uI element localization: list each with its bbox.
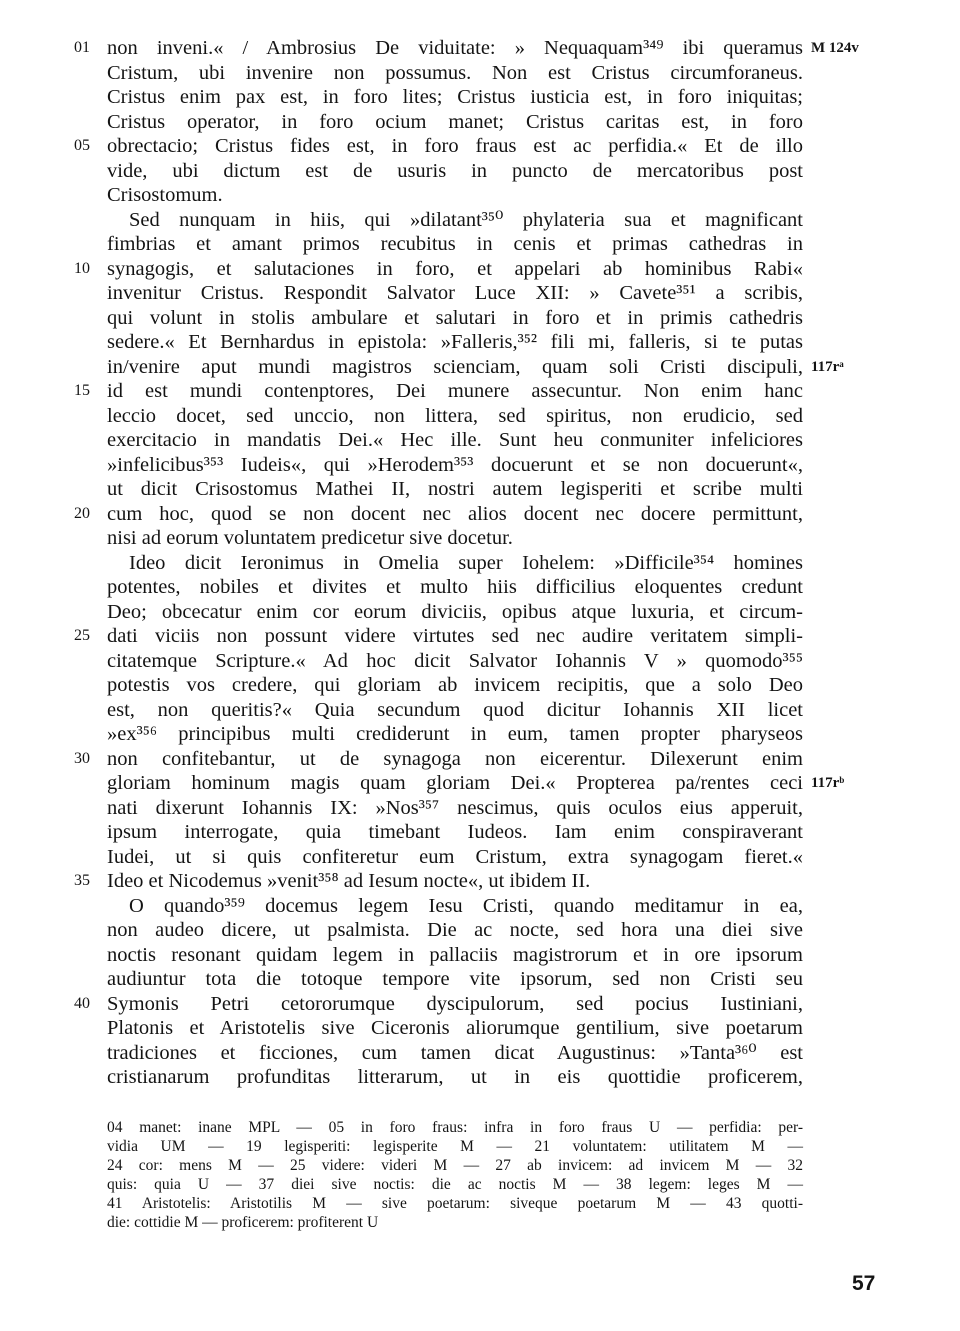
line-number: 15	[74, 382, 90, 399]
line-number: 40	[74, 994, 90, 1012]
text-line	[107, 722, 803, 747]
text-line	[107, 526, 803, 551]
text-line	[107, 281, 803, 306]
folio-marker: 117rᵃ	[811, 358, 844, 375]
text-line	[74, 36, 859, 61]
text-line	[107, 477, 803, 502]
line-text: in/venire aput mundi magistros scienciam, quam soli Cristi discipuli,	[107, 355, 803, 378]
line-text: Cristum, ubi invenire non possumus. Non est Cristus circumforaneus.	[107, 61, 803, 84]
line-text: Platonis et Aristotelis sive Ciceronis aliorumque gentilium, sive poetarum	[107, 1017, 803, 1039]
text-line	[107, 306, 803, 331]
line-text: citatemque Scripture.« Ad hoc dicit Salvator Iohannis V » quomodo³⁵⁵	[107, 649, 803, 672]
text-line	[74, 379, 803, 404]
line-text: Sed nunquam in hiis, qui »dilatant³⁵⁰ phylateria sua et magnificant	[129, 208, 803, 231]
line-text: Cristus enim pax est, in foro lites; Cristus iusticia est, in foro iniquitas;	[107, 86, 803, 108]
text-line	[107, 943, 803, 968]
line-number: 25	[74, 627, 90, 644]
footnote-line: vidia UM — 19 legisperiti: legisperite M — 21 voluntatem: utilitatem M —	[107, 1138, 803, 1155]
line-text: audiuntur tota die totoque tempore vite ipsorum, sed non Cristi seu	[107, 968, 803, 990]
text-line	[107, 600, 803, 625]
line-text: non confitebantur, ut de synagoga non eicerentur. Dilexerunt enim	[107, 747, 803, 770]
line-number: 05	[74, 137, 90, 154]
line-text: Symonis Petri cetororumque dyscipulorum, sed pocius Iustiniani,	[107, 992, 803, 1015]
line-text: Ideo dicit Ieronimus in Omelia super Iohelem: »Difficile³⁵⁴ homines	[129, 551, 803, 574]
footnote-line: 24 cor: mens M — 25 videre: videri M — 27 ab invicem: ad invicem M — 32	[107, 1157, 803, 1174]
line-text: exercitacio in mandatis Dei.« Hec ille. Sunt heu conmuniter infeliciores	[107, 429, 803, 451]
line-text: potestis vos credere, qui gloriam ab invicem recipitis, que a solo Deo	[107, 674, 803, 696]
text-line	[74, 747, 803, 772]
text-line	[107, 1016, 803, 1041]
line-text: Deo; obcecatur enim cor eorum diviciis, opibus atque luxuria, et circum-	[107, 600, 803, 623]
text-line	[107, 1065, 803, 1090]
text-line	[107, 845, 803, 870]
text-line	[107, 673, 803, 698]
line-text: id est mundi contenptores, Dei munere assecuntur. Non enim hanc	[107, 380, 803, 402]
line-text: O quando³⁵⁹ docemus legem Iesu Cristi, quando meditamur in ea,	[129, 894, 803, 917]
line-text: noctis resonant quidam legem in pallaciis magistrorum et in ore ipsorum	[107, 943, 803, 966]
text-line	[107, 110, 803, 135]
text-line	[107, 918, 803, 943]
text-line	[107, 232, 803, 257]
text-line	[74, 624, 803, 649]
line-text: Iudei, ut si quis confiteretur eum Cristum, extra synagogam fieret.«	[107, 845, 803, 868]
folio-marker: 117rᵇ	[811, 775, 845, 791]
folio-marker: M 124v	[811, 40, 859, 56]
text-line	[107, 771, 845, 796]
text-line	[107, 330, 803, 355]
line-text: Crisostomum.	[107, 184, 223, 206]
text-line	[107, 159, 803, 184]
line-text: cum hoc, quod se non docent nec alios docent nec docere permittunt,	[107, 502, 803, 525]
line-number: 20	[74, 504, 90, 522]
text-line	[74, 257, 803, 282]
footnote-line: die: cottidie M — proficerem: profiterent U	[107, 1214, 379, 1231]
line-text: fimbrias et amant primos recubitus in cenis et primas cathedras in	[107, 233, 803, 255]
line-number: 01	[74, 39, 90, 56]
line-text: nisi ad eorum voluntatem predicetur sive docetur.	[107, 527, 513, 549]
text-line	[107, 967, 803, 992]
text-line	[107, 183, 803, 208]
text-line	[107, 404, 803, 429]
line-text: dati viciis non possunt videre virtutes sed nec audire veritatem simpli-	[107, 625, 803, 647]
line-text: leccio docet, sed unccio, non littera, sed spiritus, non erudicio, sed	[107, 404, 803, 427]
text-line	[74, 869, 803, 894]
main-text	[74, 36, 859, 1090]
line-text: qui volunt in stolis ambulare et salutari in foro et in primis cathedris	[107, 306, 803, 329]
footnote-line: 41 Aristotelis: Aristotilis M — sive poetarum: siveque poetarum M — 43 quotti-	[107, 1195, 803, 1212]
line-text: »infelicibus³⁵³ Iudeis«, qui »Herodem³⁵³ docuerunt et se non docuerunt«,	[107, 453, 803, 476]
text-line	[107, 61, 803, 86]
text-line	[107, 796, 803, 821]
text-line	[74, 992, 803, 1017]
line-text: Cristus operator, in foro ocium manet; Cristus caritas est, in foro	[107, 110, 803, 133]
line-text: obrectacio; Cristus fides est, in foro fraus est ac perfidia.« Et de illo	[107, 135, 803, 157]
line-number: 10	[74, 259, 90, 277]
line-text: synagogis, et salutaciones in foro, et appelari ab hominibus Rabi«	[107, 257, 803, 280]
line-text: »ex³⁵⁶ principibus multi crediderunt in eum, tamen propter pharyseos	[107, 723, 803, 745]
footnote-line: quis: quia U — 37 diei sive noctis: die ac noctis M — 38 legem: leges M —	[107, 1176, 803, 1193]
line-text: est, non queritis?« Quia secundum quod dicitur Iohannis XII licet	[107, 698, 803, 721]
text-line	[107, 698, 803, 723]
text-line	[107, 1041, 803, 1066]
line-text: non inveni.« / Ambrosius De viduitate: » Nequaquam³⁴⁹ ibi queramus	[107, 37, 803, 59]
critical-apparatus	[107, 1118, 803, 1232]
line-number: 30	[74, 749, 90, 767]
text-line	[74, 502, 803, 527]
text-line	[107, 894, 803, 919]
line-text: tradiciones et ficciones, cum tamen dicat Augustinus: »Tanta³⁶⁰ est	[107, 1041, 803, 1064]
line-text: potentes, nobiles et divites et multo hiis difficilius eloquentes credunt	[107, 576, 803, 598]
line-number: 35	[74, 872, 90, 889]
line-text: sedere.« Et Bernhardus in epistola: »Falleris,³⁵² fili mi, falleris, si te putas	[107, 331, 803, 353]
text-line	[74, 134, 803, 159]
line-text: Ideo et Nicodemus »venit³⁵⁸ ad Iesum nocte«, ut ibidem II.	[107, 870, 591, 892]
line-text: ut dicit Crisostomus Mathei II, nostri autem legisperiti et scribe multi	[107, 478, 803, 500]
line-text: cristianarum profunditas litterarum, ut in eis quottidie proficerem,	[107, 1066, 803, 1088]
page-number: 57	[852, 1272, 876, 1295]
line-text: gloriam hominum magis quam gloriam Dei.« Propterea pa/rentes ceci	[107, 772, 803, 794]
text-line	[107, 551, 803, 576]
line-text: nati dixerunt Iohannis IX: »Nos³⁵⁷ nescimus, quis oculos eius apperuit,	[107, 796, 803, 819]
text-line	[107, 575, 803, 600]
line-text: invenitur Cristus. Respondit Salvator Luce XII: » Cavete³⁵¹ a scribis,	[107, 282, 803, 304]
line-text: non audeo dicere, ut psalmista. Die ac nocte, sed hora una diei sive	[107, 919, 803, 941]
text-line	[107, 208, 803, 233]
line-text: ipsum interrogate, quia timebant Iudeos. Iam enim conspiraverant	[107, 821, 803, 843]
text-line	[107, 355, 844, 380]
text-line	[107, 85, 803, 110]
text-line	[107, 649, 803, 674]
line-text: vide, ubi dictum est de usuris in puncto de mercatoribus post	[107, 159, 803, 182]
text-line	[107, 820, 803, 845]
footnote-line: 04 manet: inane MPL — 05 in foro fraus: infra in foro fraus U — perfidia: per-	[107, 1119, 803, 1136]
text-line	[107, 453, 803, 478]
text-line	[107, 428, 803, 453]
